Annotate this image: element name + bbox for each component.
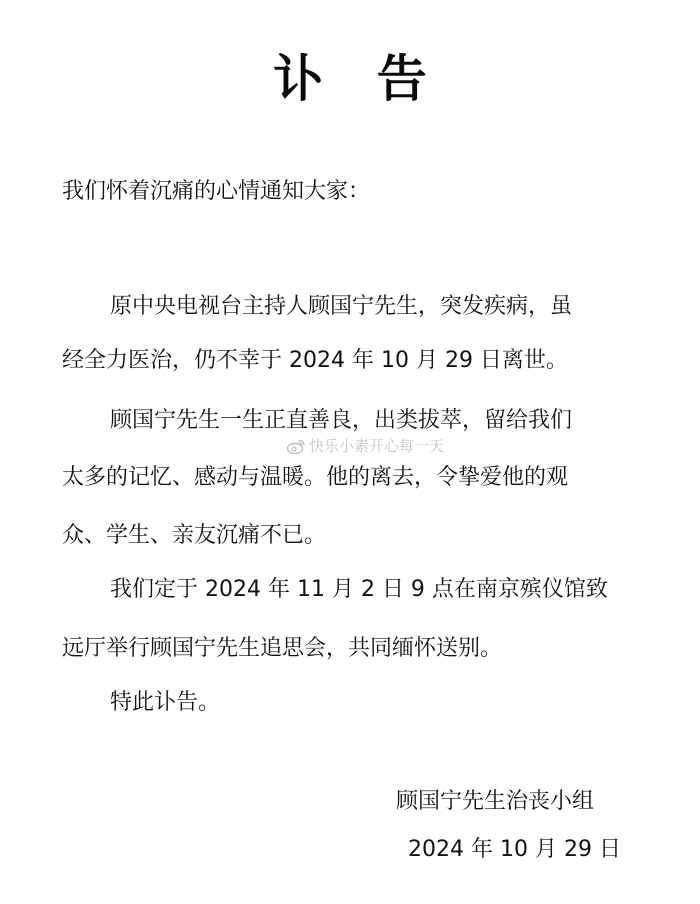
paragraph-1-line-2: 经全力医治，仍不幸于 2024 年 10 月 29 日离世。 bbox=[62, 348, 568, 373]
watermark bbox=[286, 436, 444, 456]
closing-text: 特此讣告。 bbox=[110, 690, 221, 715]
paragraph-3-line-2: 远厅举行顾国宁先生追思会，共同缅怀送别。 bbox=[62, 636, 503, 661]
greeting-text: 我们怀着沉痛的心情通知大家： bbox=[62, 179, 371, 204]
paragraph-2-line-3: 众、学生、亲友沉痛不已。 bbox=[62, 523, 327, 548]
paragraph-2-line-1: 顾国宁先生一生正直善良，出类拔萃，留给我们 bbox=[110, 408, 573, 433]
paragraph-3-line-1: 我们定于 2024 年 11 月 2 日 9 点在南京殡仪馆致 bbox=[110, 577, 608, 602]
signature-date: 2024 年 10 月 29 日 bbox=[408, 837, 621, 862]
paragraph-2-line-2: 太多的记忆、感动与温暖。他的离去，令挚爱他的观 bbox=[62, 465, 569, 490]
notice-title: 讣 告 bbox=[273, 50, 445, 108]
weibo-logo-icon bbox=[286, 438, 306, 455]
watermark-text: 快乐小素开心每一天 bbox=[309, 437, 445, 455]
paragraph-1-line-1: 原中央电视台主持人顾国宁先生，突发疾病，虽 bbox=[110, 294, 573, 319]
signature-organization: 顾国宁先生治丧小组 bbox=[396, 789, 595, 814]
